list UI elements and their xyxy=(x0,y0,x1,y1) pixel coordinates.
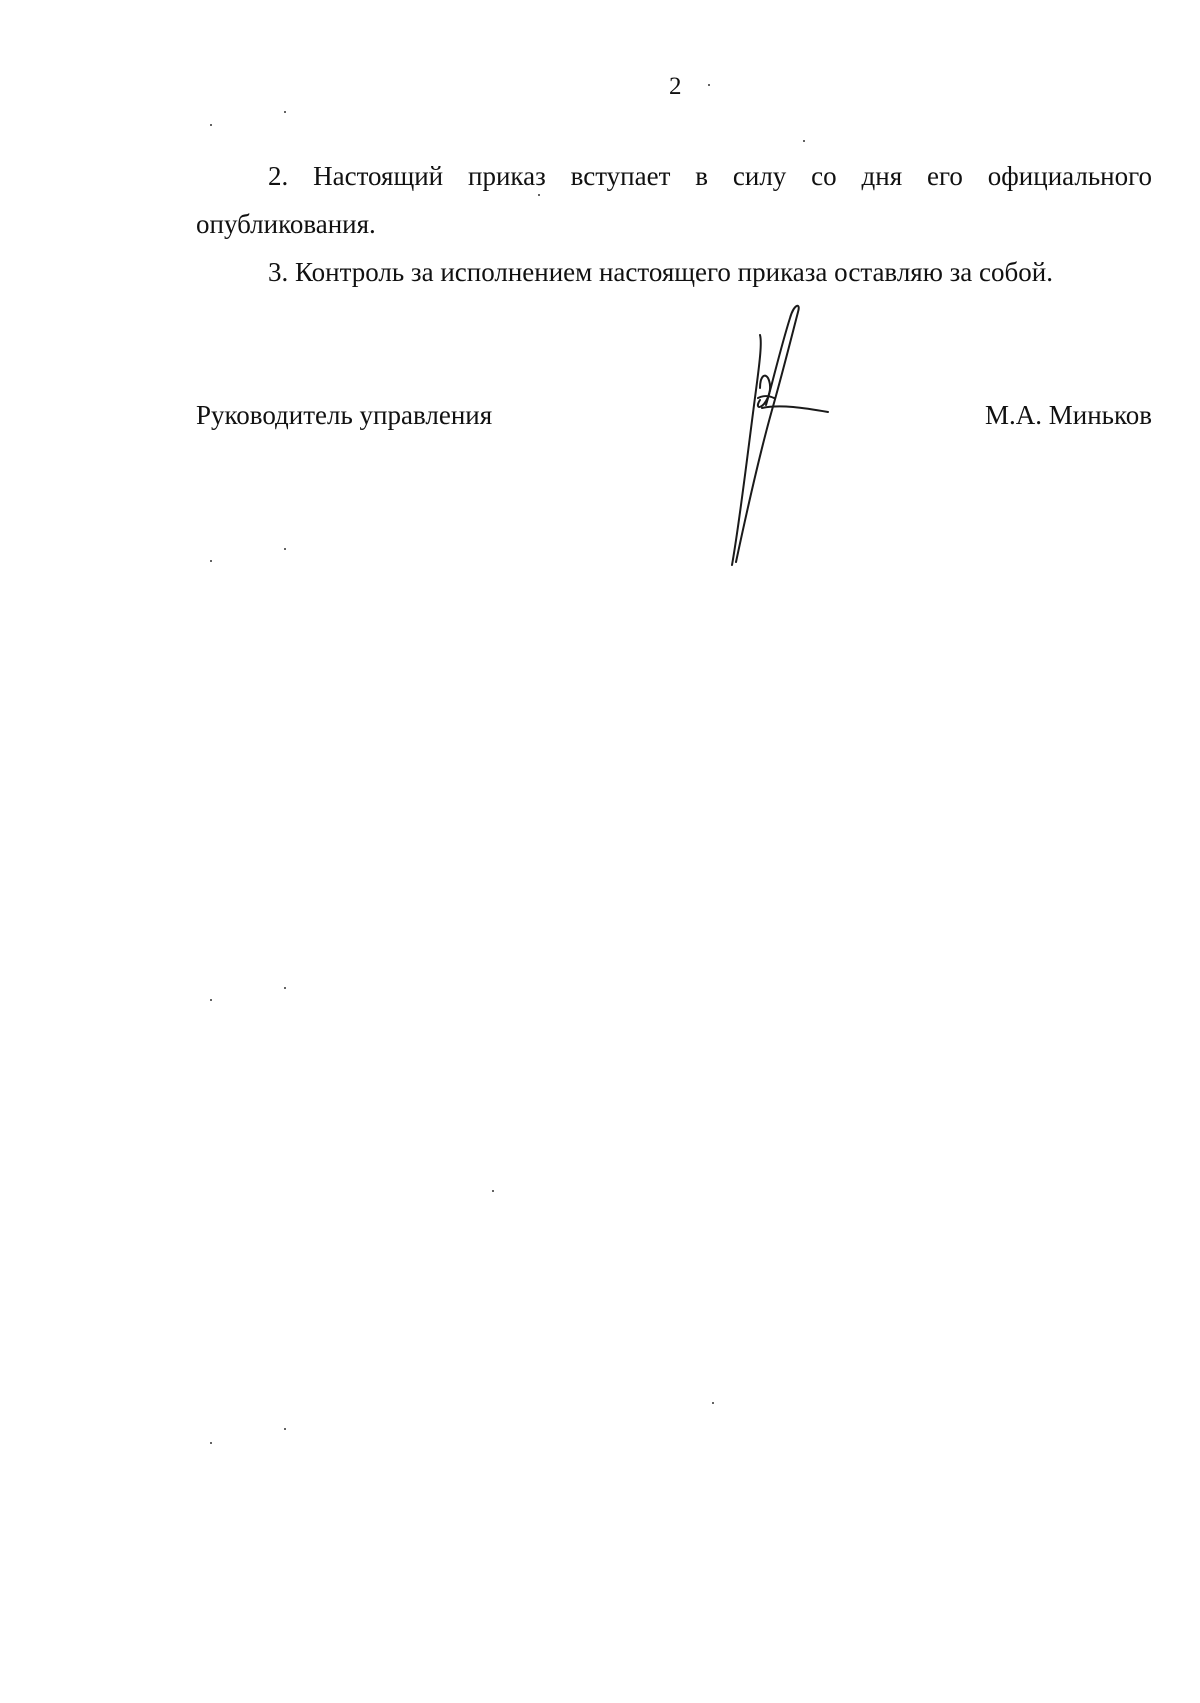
page-number-text: 2 xyxy=(669,73,682,100)
scan-speck xyxy=(284,987,286,989)
scan-speck xyxy=(210,560,212,562)
document-body xyxy=(196,152,1152,296)
signatory-position: Руководитель управления xyxy=(196,400,493,430)
scan-speck xyxy=(712,1402,714,1404)
scan-speck xyxy=(210,1442,212,1444)
scan-speck xyxy=(210,999,212,1001)
scan-speck xyxy=(708,84,710,86)
scan-speck xyxy=(284,1428,286,1430)
paragraph-3: 3. Контроль за исполнением настоящего приказа оставляю за собой. xyxy=(268,257,1053,287)
signature-block xyxy=(196,395,1152,435)
scan-speck xyxy=(284,111,286,113)
scan-speck xyxy=(492,1190,494,1192)
paragraph-2: 2. Настоящий приказ вступает в силу со дня его официального опубликования. xyxy=(196,161,1152,239)
scan-speck xyxy=(210,124,212,126)
handwritten-signature-icon xyxy=(700,300,850,570)
scan-speck xyxy=(538,194,540,196)
scan-speck xyxy=(803,140,805,142)
scan-speck xyxy=(284,548,286,550)
signatory-name: М.А. Миньков xyxy=(985,400,1152,430)
